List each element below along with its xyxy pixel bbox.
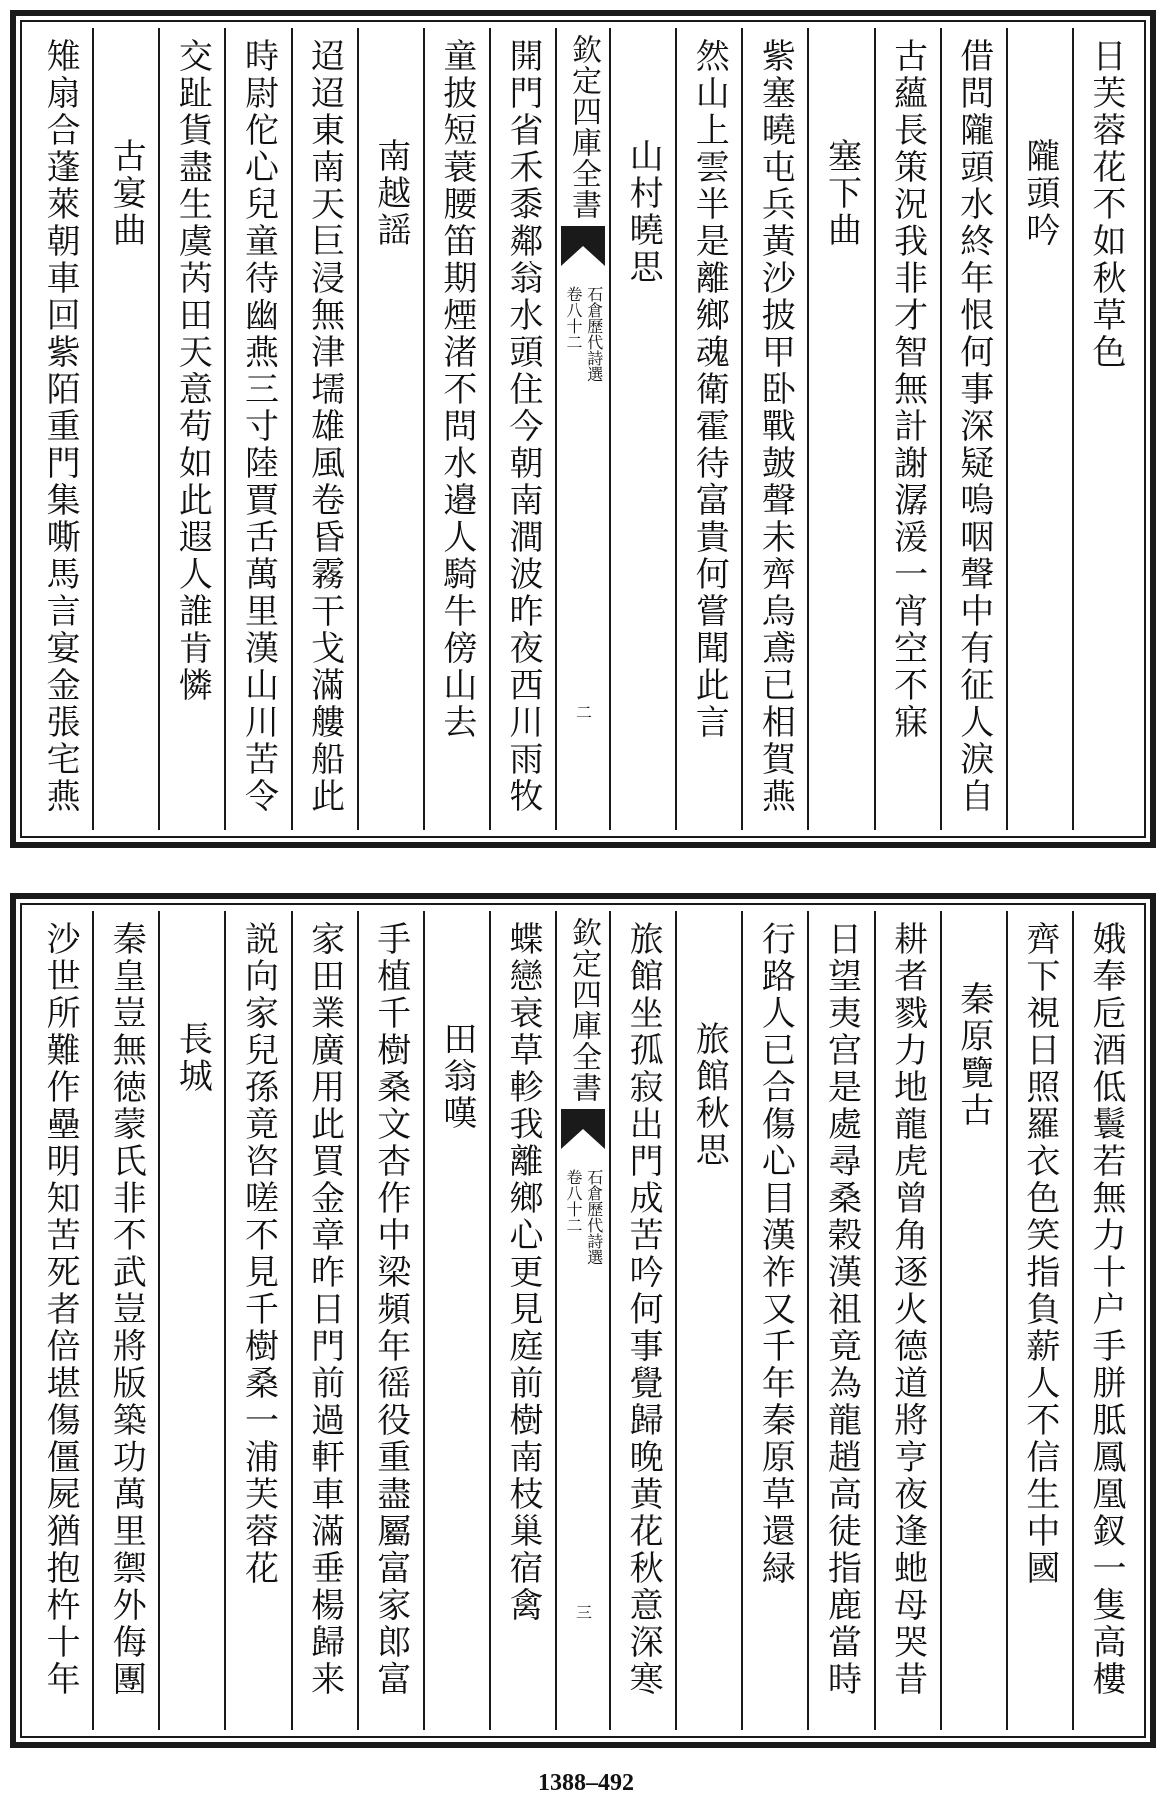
text-column: 娥奉卮酒低鬟若無力十户手胼胝鳳凰釵一隻高樓 [1085,921,1126,1698]
volume-number: 卷八十二 [564,286,583,350]
centre-fold-bottom [555,911,609,1730]
bottom-page-columns [28,911,1138,1730]
poem-title: 長城 [172,1021,213,1095]
text-column: 沙世所難作壘明知苦死者倍堪傷僵屍猶抱杵十年 [40,921,81,1698]
poem-title: 塞下曲 [821,138,862,249]
text-column: 交趾貨盡生虞芮田天意苟如此遐人誰肯憐 [172,38,213,704]
poem-title: 南越謡 [370,138,411,249]
text-column: 借問隴頭水終年恨何事深疑嗚咽聲中有征人淚自 [953,38,994,815]
folio-number: 二 [573,704,593,720]
book-title: 石倉歷代詩選 [584,1169,604,1265]
library-title: 欽定四庫全書 [566,917,601,1103]
text-column: 雉扇合蓬萊朝車回紫陌重門集嘶馬言宴金張宅燕 [40,38,81,815]
text-column: 紫塞曉屯兵黃沙披甲卧戰皷聲未齊烏鳶已相賀燕 [755,38,796,815]
poem-title: 秦原覽古 [953,981,994,1129]
book-title: 石倉歷代詩選 [584,286,604,382]
text-column: 家田業廣用此買金章昨日門前過軒車滿垂楊歸来 [304,921,345,1698]
top-page [10,10,1156,848]
text-column: 行路人已合傷心目漢祚又千年秦原草還緑 [755,921,796,1587]
fishtail-mark-icon [561,1109,605,1149]
text-column: 秦皇豈無徳蒙氏非不武豈將版築功萬里禦外侮團 [106,921,147,1698]
poem-title: 旅館秋思 [689,1021,730,1169]
top-page-columns [28,28,1138,830]
library-title: 欽定四庫全書 [566,34,601,220]
text-column: 説向家兒孫竟咨嗟不見千樹桑一浦芙蓉花 [238,921,279,1587]
bottom-page [10,893,1156,1748]
text-column: 齊下視日照羅衣色笑指負薪人不信生中國 [1019,921,1060,1587]
book-info [564,1169,602,1265]
poem-title: 古宴曲 [106,138,147,249]
text-column: 耕者戮力地龍虎曾角逐火德道將亨夜逢虵母哭昔 [887,921,928,1698]
centre-fold-top [555,28,609,830]
text-column: 然山上雲半是離鄉魂衛霍待富貴何嘗聞此言 [689,38,730,741]
text-column: 開門省禾黍鄰翁水頭住今朝南澗波昨夜西川雨牧 [502,38,543,815]
text-column: 日芙蓉花不如秋草色 [1085,38,1126,371]
fishtail-mark-icon [561,226,605,266]
page-number: 1388–492 [538,1770,634,1796]
text-column: 時尉佗心兒童待幽燕三寸陸賈舌萬里漢山川苦令 [238,38,279,815]
book-info [564,286,602,382]
folio-number: 三 [573,1604,593,1620]
text-column: 古蘊長策況我非才智無計謝潺湲一宵空不寐 [887,38,928,741]
text-column: 童披短蓑腰笛期煙渚不問水邉人騎牛傍山去 [436,38,477,741]
text-column: 迢迢東南天巨浸無津壖雄風卷昏霧干戈滿艛船此 [304,38,345,815]
poem-title: 山村曉思 [623,138,664,286]
text-column: 旅館坐孤寂出門成苦吟何事覺歸晚黄花秋意深寒 [623,921,664,1698]
text-column: 手植千樹桑文杏作中梁頻年徭役重盡屬富家郎富 [370,921,411,1698]
text-column: 日望夷宫是處尋桑榖漢祖竟為龍趙高徒指鹿當時 [821,921,862,1698]
poem-title: 田翁嘆 [436,1021,477,1132]
poem-title: 隴頭吟 [1019,138,1060,249]
volume-number: 卷八十二 [564,1169,583,1233]
text-column: 蝶戀衰草軫我離鄉心更見庭前樹南枝巢宿禽 [502,921,543,1624]
